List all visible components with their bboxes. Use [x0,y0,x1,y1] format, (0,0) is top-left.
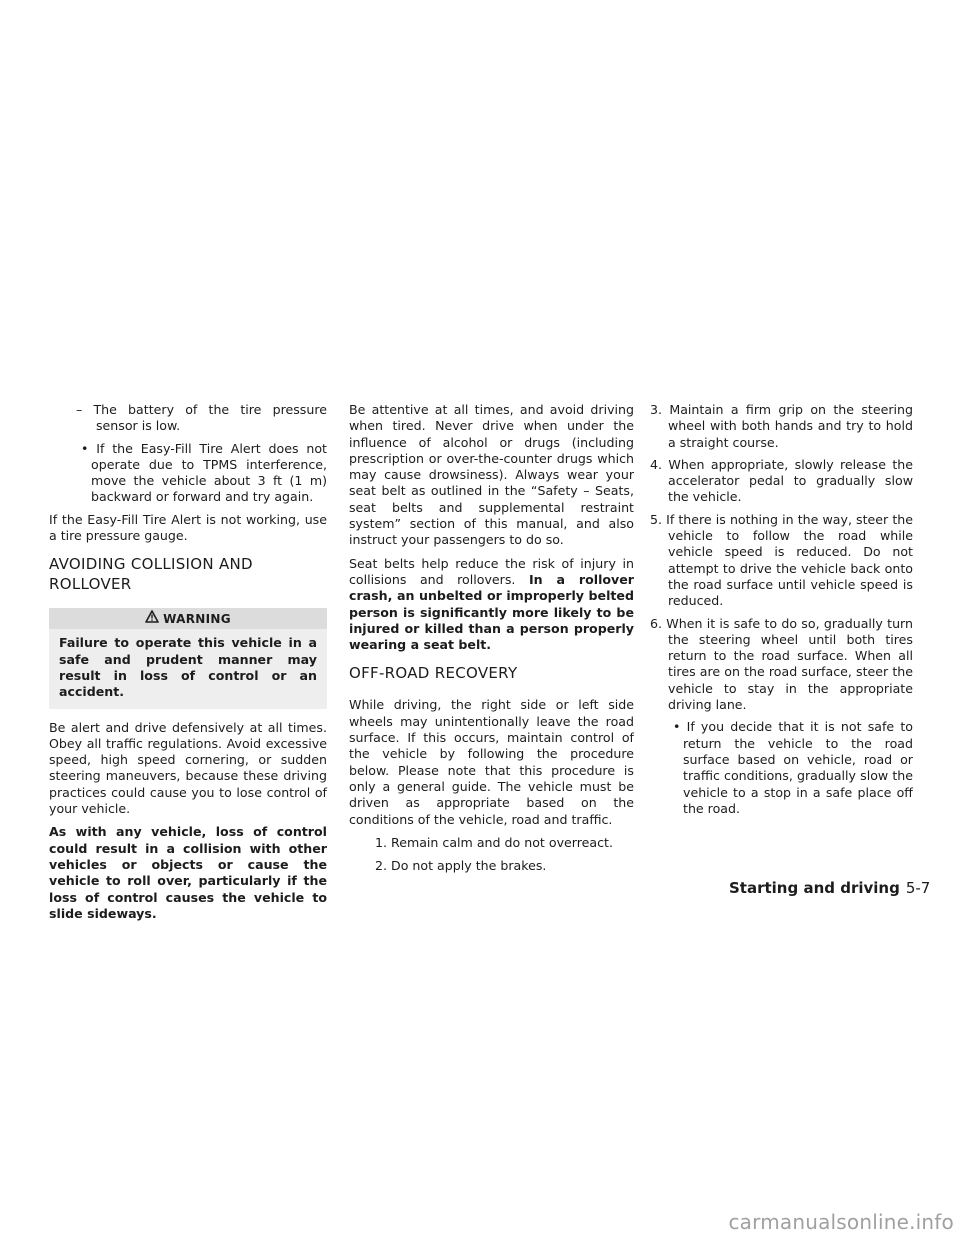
numbered-step: 1. Remain calm and do not overreact. [375,834,613,850]
text-bold: In a rollover crash, an unbelted or improperly belted person is significantly more likely to be injured or killed than a person properly wearing a seat belt. [349,571,635,653]
page-footer [729,878,930,898]
warning-header [49,608,327,629]
warning-label: WARNING [163,611,231,626]
bullet-list-item: • If the Easy-Fill Tire Alert does not operate due to TPMS interference, move the vehicle about 3 ft (1 m) backward or forward and try again. [81,440,327,505]
heading-line: AVOIDING COLLISION AND [49,555,253,574]
text-normal: Seat belts help reduce the risk of injury in collisions and rollovers. [349,555,634,587]
numbered-step: 2. Do not apply the brakes. [375,858,547,874]
warning-box [49,608,327,708]
paragraph: Be attentive at all times, and avoid driving when tired. Never drive when under the influence of alcohol or drugs (including prescription or over-the-counter drugs which may cause drowsiness). Always wear your seat belt as outlined in the “Safety – Seats, seat belts and supplemental restraint system” section of this manual, and also instruct your passengers to do so. [349,402,634,548]
paragraph: While driving, the right side or left side wheels may unintentionally leave the road surface. If this occurs, maintain control of the vehicle by following the procedure below. Please note that this procedure is only a general guide. The vehicle must be driven as appropriate based on the conditions of the vehicle, road and traffic. [349,697,634,827]
bullet-list-item: • If you decide that it is not safe to return the vehicle to the road surface based on vehicle, road or traffic conditions, gradually slow the vehicle to a stop in a safe place off the road. [673,719,913,816]
left-column [49,402,327,929]
watermark: carmanualsonline.info [728,1210,954,1234]
middle-column [349,402,634,881]
numbered-step: 3. Maintain a firm grip on the steering wheel with both hands and try to hold a straight course. [650,402,913,450]
warning-triangle-icon [145,610,163,627]
paragraph: Be alert and drive defensively at all times. Obey all traffic regulations. Avoid excessive speed, high speed cornering, or sudden steering maneuvers, because these driving practices could cause you to lose control of your vehicle. [49,719,327,817]
footer-section-title: Starting and driving [729,879,900,897]
page-number: 5-7 [905,879,931,897]
numbered-step: 5. If there is nothing in the way, steer the vehicle to follow the road while vehicle speed is reduced. Do not attempt to drive the vehicle back onto the road surface until vehicle speed is reduced. [650,511,913,609]
bold-paragraph: As with any vehicle, loss of control could result in a collision with other vehicles or objects or cause the vehicle to roll over, particularly if the loss of control causes the vehicle to slide sideways. [49,824,327,921]
right-column [648,402,913,823]
paragraph-seat-belts [349,556,634,654]
heading-line: ROLLOVER [49,575,132,594]
section-heading-off-road: OFF-ROAD RECOVERY [349,664,518,683]
numbered-step: 4. When appropriate, slowly release the accelerator pedal to gradually slow the vehicle. [650,456,913,505]
section-heading-avoiding-collision [49,554,327,594]
dash-list-item: – The battery of the tire pressure sensor is low. [76,402,327,434]
paragraph: If the Easy-Fill Tire Alert is not working, use a tire pressure gauge. [49,511,327,544]
warning-text: Failure to operate this vehicle in a safe and prudent manner may result in loss of control or an accident. [49,629,327,708]
numbered-step: 6. When it is safe to do so, gradually turn the steering wheel until both tires return to the road surface. When all tires are on the road surface, steer the vehicle to stay in the appropriate driving lane. [650,615,913,713]
